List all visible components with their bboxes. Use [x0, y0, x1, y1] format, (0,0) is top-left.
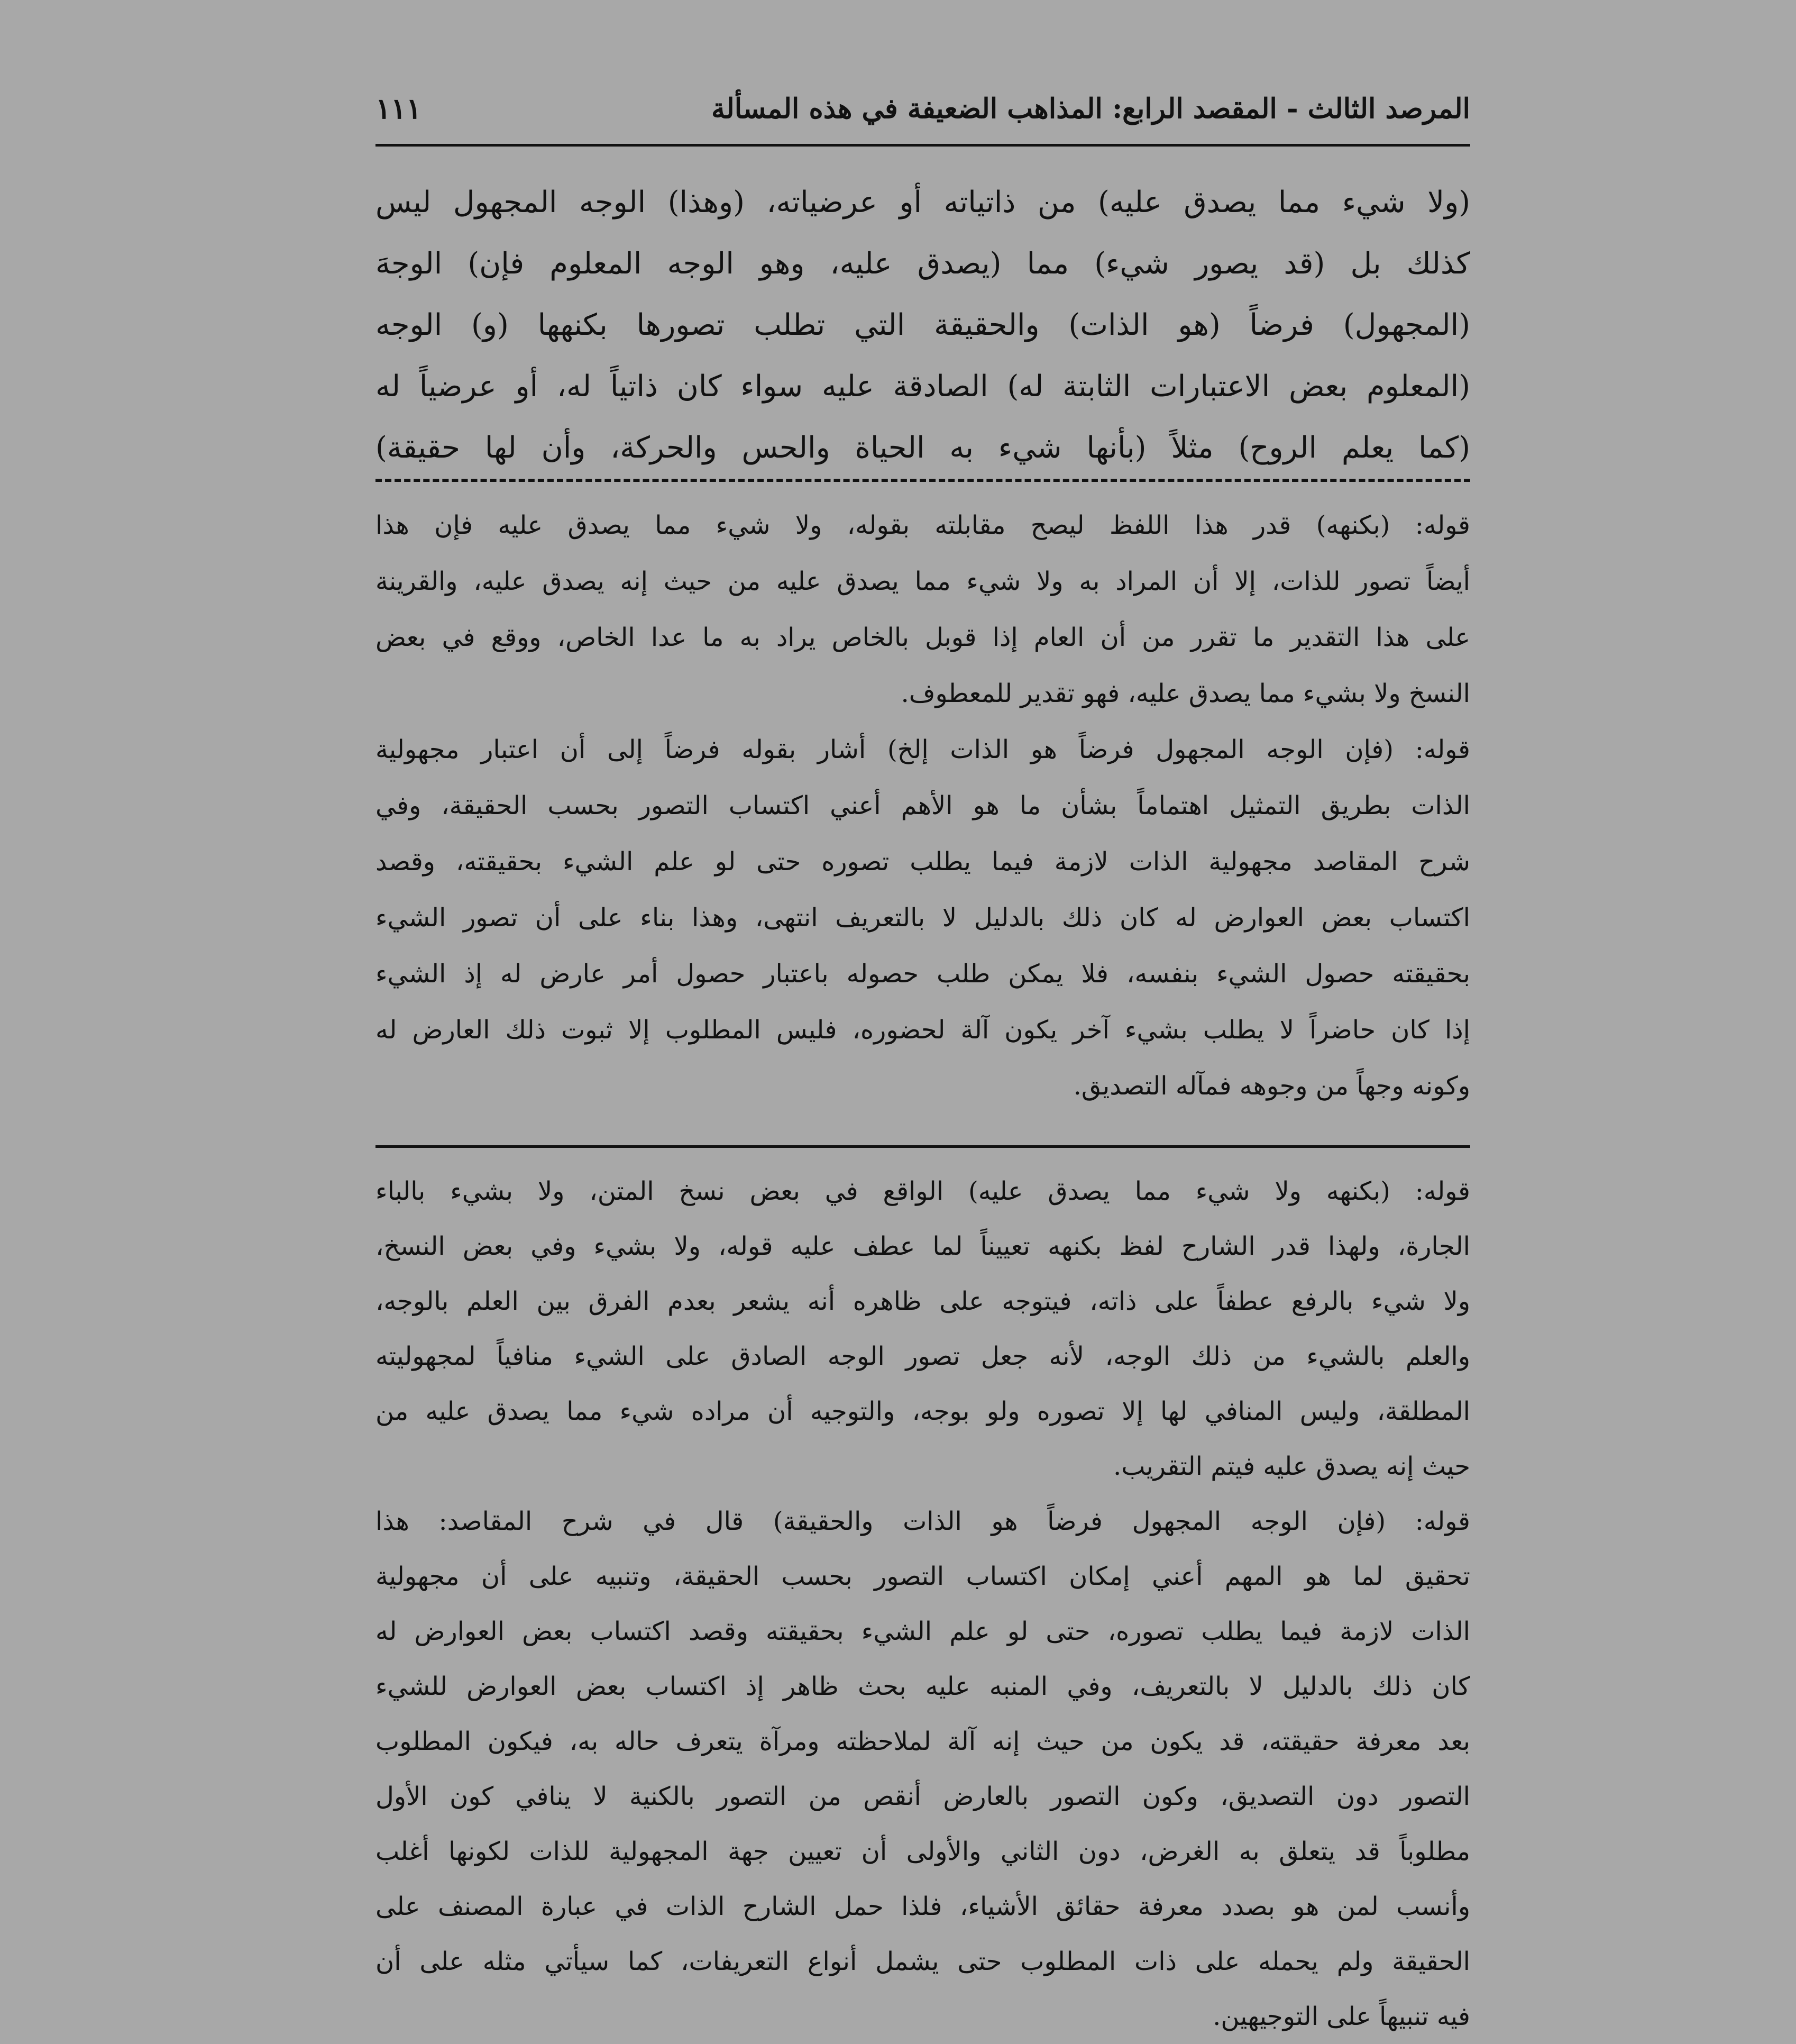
- first-commentary: [375, 497, 1470, 1114]
- commentary-line: على هذا التقدير ما تقرر من أن العام إذا قوبل بالخاص يراد به ما عدا الخاص، ووقع في بعض: [375, 623, 1470, 652]
- running-title: المرصد الثالث - المقصد الرابع: المذاهب الضعيفة في هذه المسألة: [711, 92, 1470, 125]
- commentary-line: بعد معرفة حقيقته، قد يكون من حيث إنه آلة لملاحظته ومرآة يتعرف حاله به، فيكون المطلوب: [375, 1727, 1470, 1756]
- dashed-separator: [375, 479, 1470, 482]
- commentary-line: إذا كان حاضراً لا يطلب بشيء آخر يكون آلة لحضوره، فليس المطلوب إلا ثبوت ذلك العارض له: [375, 1015, 1470, 1045]
- matn-line: (كما يعلم الروح) مثلاً (بأنها شيء به الحياة والحس والحركة، وأن لها حقيقة): [375, 431, 1470, 465]
- page-header: [375, 79, 1470, 138]
- commentary-separator: [375, 1145, 1470, 1148]
- commentary-line: النسخ ولا بشيء مما يصدق عليه، فهو تقدير للمعطوف.: [901, 679, 1470, 708]
- commentary-line: قوله: (فإن الوجه المجهول فرضاً هو الذات والحقيقة) قال في شرح المقاصد: هذا: [375, 1507, 1470, 1536]
- commentary-line: الذات بطريق التمثيل اهتماماً بشأن ما هو الأهم أعني اكتساب التصور بحسب الحقيقة، وفي: [375, 791, 1470, 820]
- commentary-line: حيث إنه يصدق عليه فيتم التقريب.: [1113, 1452, 1470, 1481]
- commentary-line: وكونه وجهاً من وجوهه فمآله التصديق.: [1073, 1071, 1470, 1101]
- commentary-line: ولا شيء بالرفع عطفاً على ذاته، فيتوجه على ظاهره أنه يشعر بعدم الفرق بين العلم بالوجه،: [375, 1286, 1470, 1316]
- commentary-line: المطلقة، وليس المنافي لها إلا تصوره ولو بوجه، والتوجيه أن مراده شيء مما يصدق عليه من: [375, 1397, 1470, 1426]
- matn-line: (المجهول) فرضاً (هو الذات) والحقيقة التي تطلب تصورها بكنهها (و) الوجه: [375, 308, 1470, 342]
- page-number: ١١١: [375, 92, 422, 125]
- commentary-line: تحقيق لما هو المهم أعني إمكان اكتساب التصور بحسب الحقيقة، وتنبيه على أن مجهولية: [375, 1562, 1470, 1591]
- commentary-line: الجارة، ولهذا قدر الشارح لفظ بكنهه تعييناً لما عطف عليه قوله، ولا بشيء وفي بعض النسخ،: [375, 1231, 1470, 1261]
- matn-text: [375, 172, 1470, 479]
- commentary-line: والعلم بالشيء من ذلك الوجه، لأنه جعل تصور الوجه الصادق على الشيء منافياً لمجهوليته: [375, 1342, 1470, 1371]
- commentary-line: بحقيقته حصول الشيء بنفسه، فلا يمكن طلب حصوله باعتبار حصول أمر عارض له إذ الشيء: [375, 959, 1470, 989]
- commentary-line: فيه تنبيهاً على التوجيهين.: [1213, 2002, 1470, 2031]
- commentary-line: وأنسب لمن هو بصدد معرفة حقائق الأشياء، فلذا حمل الشارح الذات في عبارة المصنف على: [375, 1892, 1470, 1921]
- matn-line: (ولا شيء مما يصدق عليه) من ذاتياته أو عرضياته، (وهذا) الوجه المجهول ليس: [375, 185, 1470, 220]
- commentary-line: شرح المقاصد مجهولية الذات لازمة فيما يطلب تصوره حتى لو علم الشيء بحقيقته، وقصد: [375, 847, 1470, 877]
- commentary-line: قوله: (بكنهه ولا شيء مما يصدق عليه) الواقع في بعض نسخ المتن، ولا بشيء بالباء: [375, 1176, 1470, 1206]
- commentary-line: كان ذلك بالدليل لا بالتعريف، وفي المنبه عليه بحث ظاهر إذ اكتساب بعض العوارض للشيء: [375, 1672, 1470, 1701]
- matn-line: (المعلوم بعض الاعتبارات الثابتة له) الصادقة عليه سواء كان ذاتياً له، أو عرضياً له: [375, 369, 1470, 404]
- commentary-line: التصور دون التصديق، وكون التصور بالعارض أنقص من التصور بالكنية لا ينافي كون الأول: [375, 1782, 1470, 1811]
- commentary-line: الذات لازمة فيما يطلب تصوره، حتى لو علم الشيء بحقيقته وقصد اكتساب بعض العوارض له: [375, 1617, 1470, 1646]
- commentary-line: أيضاً تصور للذات، إلا أن المراد به ولا شيء مما يصدق عليه من حيث إنه يصدق عليه، والقرينة: [375, 567, 1470, 596]
- commentary-line: مطلوباً قد يتعلق به الغرض، دون الثاني والأولى أن تعيين جهة المجهولية للذات لكونها أغلب: [375, 1837, 1470, 1866]
- header-rule: [375, 144, 1470, 147]
- commentary-line: قوله: (فإن الوجه المجهول فرضاً هو الذات إلخ) أشار بقوله فرضاً إلى أن اعتبار مجهولية: [375, 735, 1470, 764]
- commentary-line: الحقيقة ولم يحمله على ذات المطلوب حتى يشمل أنواع التعريفات، كما سيأتي مثله على أن: [375, 1947, 1470, 1976]
- commentary-line: اكتساب بعض العوارض له كان ذلك بالدليل لا بالتعريف انتهى، وهذا بناء على أن تصور الشيء: [375, 903, 1470, 933]
- book-page: [375, 79, 1470, 2031]
- second-commentary: [375, 1164, 1470, 2044]
- matn-line: كذلك بل (قد يصور شيء) مما (يصدق عليه، وهو الوجه المعلوم فإن) الوجهَ: [375, 247, 1470, 281]
- commentary-line: قوله: (بكنهه) قدر هذا اللفظ ليصح مقابلته بقوله، ولا شيء مما يصدق عليه فإن هذا: [375, 510, 1470, 540]
